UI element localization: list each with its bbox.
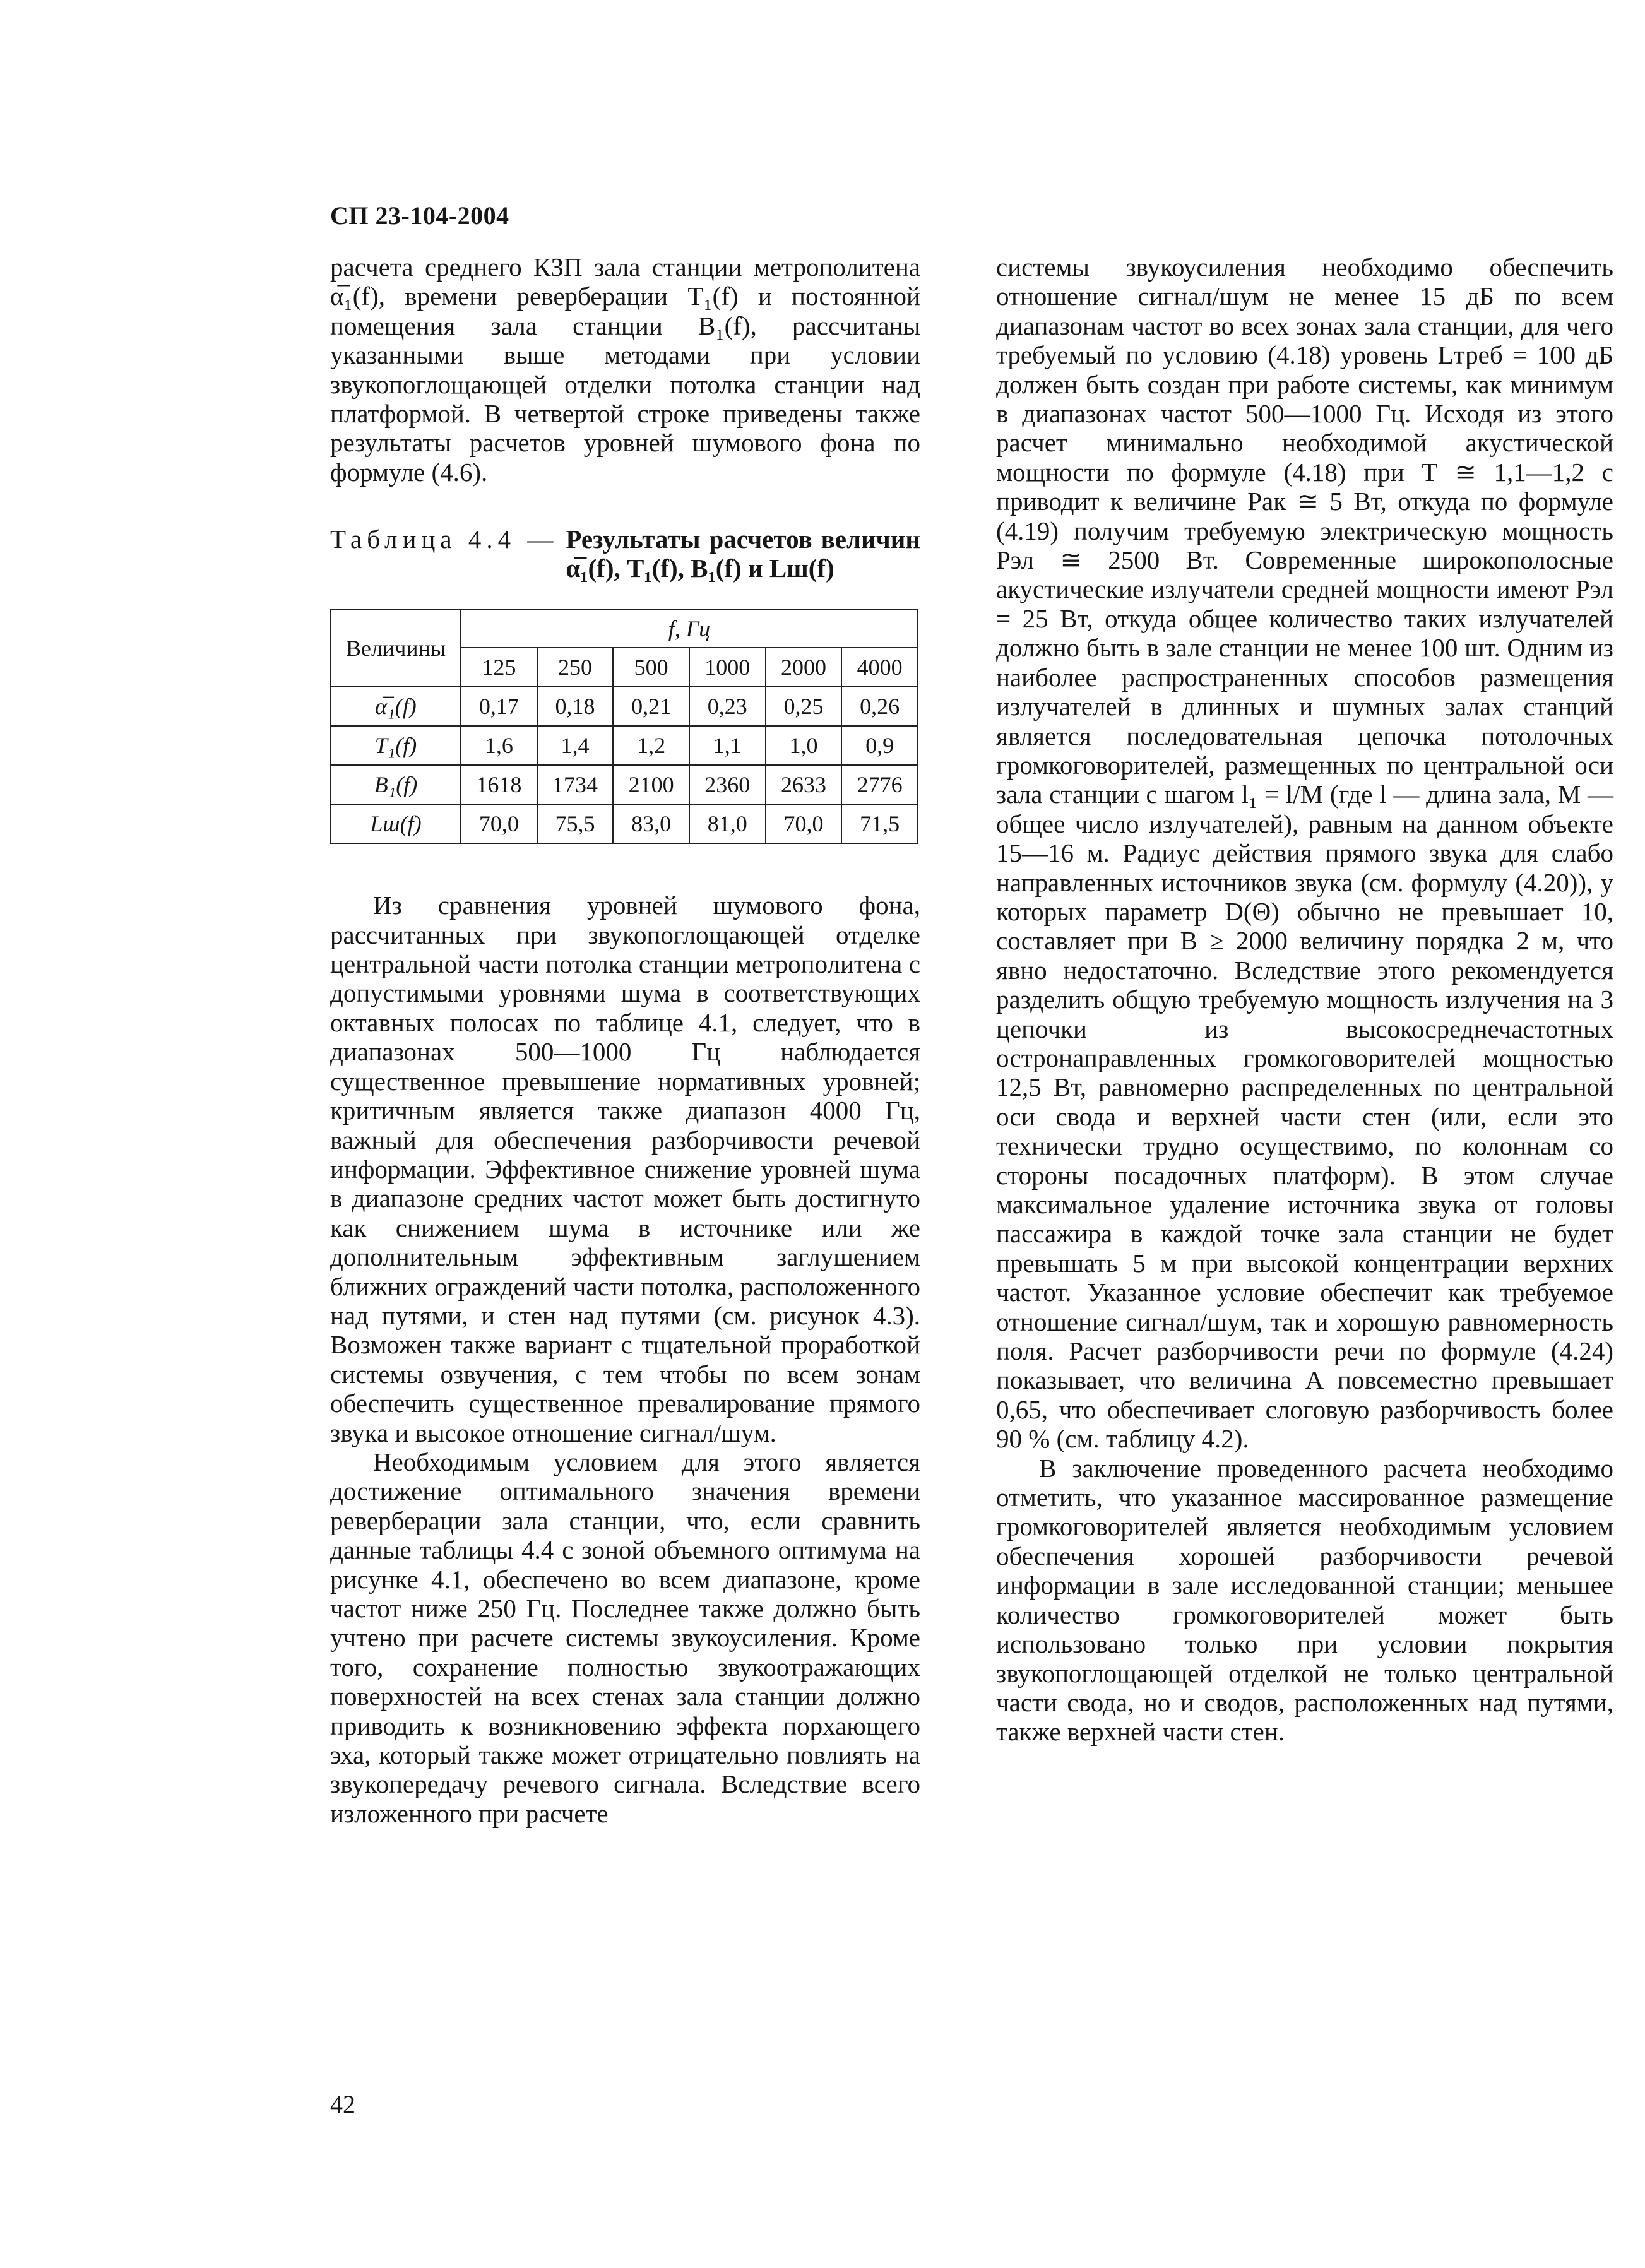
right-paragraph-conclusion: В заключение проведенного расчета необходимо отметить, что указанное массированное размещение громкоговорителей является необходимым условием обеспечения хорошей разборчивости речевой информации в зале исследованной станции; меньшее количество громкоговорителей может быть использовано только при условии покрытия звукопоглощающей отделкой не только центральной части свода, но и сводов, расположенных над путями, также верхней части стен. — [996, 1453, 1613, 1747]
results-table — [330, 609, 918, 844]
table-row-header: Величины — [331, 610, 461, 687]
table-caption-title: Результаты расчетов величин α̅₁(f), T₁(f), В₁(f) и Lш(f) — [566, 525, 920, 583]
frequency-cell: 4000 — [841, 648, 918, 687]
table-cell: 0,25 — [766, 687, 842, 726]
table-cell: 1618 — [461, 765, 537, 804]
table-cell: 1,0 — [766, 726, 842, 765]
table-row — [331, 726, 918, 765]
table-cell: 70,0 — [461, 804, 537, 843]
table-header-row — [331, 610, 918, 648]
frequency-cell: 250 — [537, 648, 614, 687]
table-row — [331, 687, 918, 726]
table-cell: 75,5 — [537, 804, 614, 843]
table-cell: 1,1 — [689, 726, 766, 765]
table-cell: 0,9 — [841, 726, 918, 765]
table-cell: 0,21 — [613, 687, 689, 726]
table-cell: 2100 — [613, 765, 689, 804]
table-caption — [330, 525, 920, 583]
table-cell: 0,26 — [841, 687, 918, 726]
row-label: α̅₁(f) — [331, 687, 461, 726]
table-cell: 1,2 — [613, 726, 689, 765]
left-paragraph-comparison: Из сравнения уровней шумового фона, рассчитанных при звукопоглощающей отделке центральной части потолка станции метрополитена с допустимыми уровнями шума в соответствующих октавных полосах по таблице 4.1, следует, что в диапазонах 500—1000 Гц наблюдается существенное превышение нормативных уровней; критичным является также диапазон 4000 Гц, важный для обеспечения разборчивости речевой информации. Эффективное снижение уровней шума в диапазоне средних частот может быть достигнуто как снижением шума в источнике или же дополнительным эффективным заглушением ближних ограждений части потолка, расположенного над путями, и стен над путями (см. рисунок 4.3). Возможен также вариант с тщательной проработкой системы озвучения, с тем чтобы по всем зонам обеспечить существенное превалирование прямого звука и высокое отношение сигнал/шум. — [330, 891, 920, 1447]
left-paragraph-condition: Необходимым условием для этого является достижение оптимального значения времени реверберации зала станции, что, если сравнить данные таблицы 4.4 с зоной объемного оптимума на рисунке 4.1, обеспечено во всем диапазоне, кроме частот ниже 250 Гц. Последнее также должно быть учтено при расчете системы звукоусиления. Кроме того, сохранение полностью звукоотражающих поверхностей на всех стенах зала станции должно приводить к возникновению эффекта порхающего эха, который также может отрицательно повлиять на звукопередачу речевого сигнала. Вследствие всего изложенного при расчете — [330, 1447, 920, 1828]
table-cell: 2633 — [766, 765, 842, 804]
frequency-cell: 1000 — [689, 648, 766, 687]
document-code: СП 23-104-2004 — [330, 201, 509, 230]
left-intro-paragraph: расчета среднего КЗП зала станции метрополитена α̅₁(f), времени реверберации T₁(f) и постоянной помещения зала станции В₁(f), рассчитаны указанными выше методами при условии звукопоглощающей отделки потолка станции над платформой. В четвертой строке приведены также результаты расчетов уровней шумового фона по формуле (4.6). — [330, 252, 920, 487]
row-label: Lш(f) — [331, 804, 461, 843]
right-column — [996, 252, 1613, 1747]
table-cell: 0,18 — [537, 687, 614, 726]
table-row — [331, 765, 918, 804]
table-group-header: f, Гц — [461, 610, 918, 648]
table-caption-label: Таблица 4.4 — — [330, 525, 559, 554]
table-cell: 2360 — [689, 765, 766, 804]
table-cell: 81,0 — [689, 804, 766, 843]
table-cell: 1,6 — [461, 726, 537, 765]
left-column — [330, 252, 920, 1828]
table-cell: 1,4 — [537, 726, 614, 765]
page-number: 42 — [330, 2090, 355, 2118]
table-cell: 0,23 — [689, 687, 766, 726]
table-cell: 0,17 — [461, 687, 537, 726]
frequency-cell: 2000 — [766, 648, 842, 687]
table-row — [331, 804, 918, 843]
table-cell: 83,0 — [613, 804, 689, 843]
frequency-cell: 500 — [613, 648, 689, 687]
table-cell: 2776 — [841, 765, 918, 804]
table-cell: 1734 — [537, 765, 614, 804]
row-label: T₁(f) — [331, 726, 461, 765]
table-cell: 70,0 — [766, 804, 842, 843]
table-cell: 71,5 — [841, 804, 918, 843]
right-paragraph-sound-system: системы звукоусиления необходимо обеспечить отношение сигнал/шум не менее 15 дБ по всем диапазонам частот во всех зонах зала станции, для чего требуемый по условию (4.18) уровень Lтреб = 100 дБ должен быть создан при работе системы, как минимум в диапазонах частот 500—1000 Гц. Исходя из этого расчет минимально необходимой акустической мощности по формуле (4.18) при T ≅ 1,1—1,2 с приводит к величине Pак ≅ 5 Вт, откуда по формуле (4.19) получим требуемую электрическую мощность Pэл ≅ 2500 Вт. Современные широкополосные акустические излучатели средней мощности имеют Pэл = 25 Вт, откуда общее количество таких излучателей должно быть в зале станции не менее 100 шт. Одним из наиболее распространенных способов размещения излучателей в длинных и шумных залах станций является последовательная цепочка потолочных громкоговорителей, размещенных по центральной оси зала станции с шагом l₁ = l/M (где l — длина зала, M — общее число излучателей), равным на данном объекте 15—16 м. Радиус действия прямого звука для слабо направленных источников звука (см. формулу (4.20)), у которых параметр D(Θ) обычно не превышает 10, составляет при В ≥ 2000 величину порядка 2 м, что явно недостаточно. Вследствие этого рекомендуется разделить общую требуемую мощность излучения на 3 цепочки из высокосреднечастотных остронаправленных громкоговорителей мощностью 12,5 Вт, равномерно распределенных по центральной оси свода и верхней части стен (или, если это технически трудно осуществимо, по колоннам со стороны посадочных платформ). В этом случае максимальное удаление источника звука от головы пассажира в каждой точке зала станции не будет превышать 5 м при высокой концентрации верхних частот. Указанное условие обеспечит как требуемое отношение сигнал/шум, так и хорошую равномерность поля. Расчет разборчивости речи по формуле (4.24) показывает, что величина А повсеместно превышает 0,65, что обеспечивает слоговую разборчивость более 90 % (см. таблицу 4.2). — [996, 252, 1613, 1454]
row-label: В₁(f) — [331, 765, 461, 804]
frequency-cell: 125 — [461, 648, 537, 687]
